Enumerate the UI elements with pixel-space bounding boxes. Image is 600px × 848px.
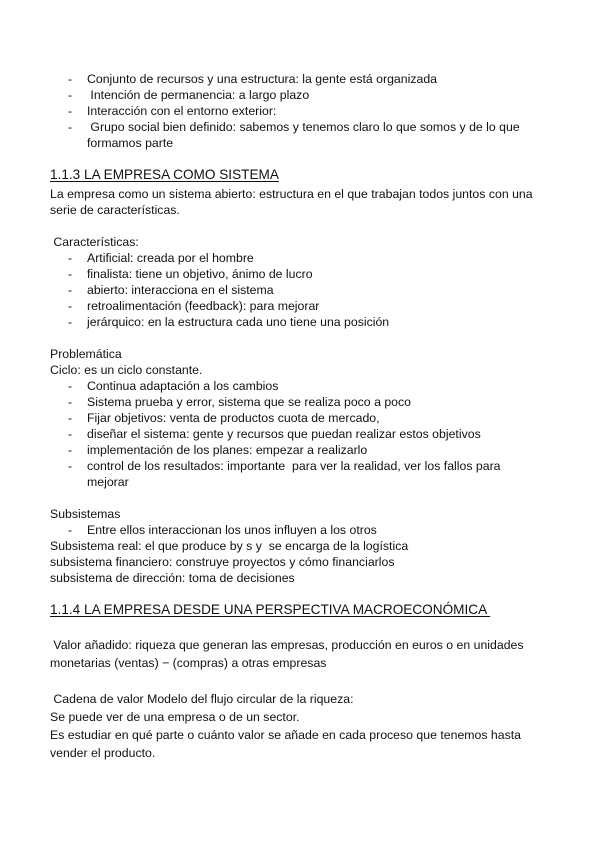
list-item-continuation: mejorar: [87, 475, 129, 489]
list-item: retroalimentación (feedback): para mejorar: [87, 299, 320, 313]
list-bullet: -: [68, 283, 73, 297]
list-bullet: -: [68, 104, 73, 118]
paragraph-line: Es estudiar en qué parte o cuánto valor se añade en cada proceso que tenemos hasta: [50, 728, 522, 742]
list-bullet: -: [68, 267, 73, 281]
list-item: Grupo social bien definido: sabemos y tenemos claro lo que somos y de lo que: [87, 120, 520, 134]
list-bullet: -: [68, 72, 73, 86]
characteristics-title: Características:: [50, 235, 139, 249]
list-item: Sistema prueba y error, sistema que se realiza poco a poco: [87, 395, 411, 409]
list-bullet: -: [68, 427, 73, 441]
section-heading-113: 1.1.3 LA EMPRESA COMO SISTEMA: [50, 167, 279, 182]
paragraph-line: serie de características.: [50, 203, 180, 217]
list-item: Interacción con el entorno exterior:: [87, 104, 277, 118]
list-item: Entre ellos interaccionan los unos influyen a los otros: [87, 523, 377, 537]
section-heading-114: 1.1.4 LA EMPRESA DESDE UNA PERSPECTIVA MACROECONÓMICA: [50, 602, 491, 617]
list-bullet: -: [68, 299, 73, 313]
list-bullet: -: [68, 459, 73, 473]
list-item: control de los resultados: importante para ver la realidad, ver los fallos para: [87, 459, 501, 473]
list-bullet: -: [68, 411, 73, 425]
list-bullet: -: [68, 88, 73, 102]
list-item: Conjunto de recursos y una estructura: la gente está organizada: [87, 72, 437, 86]
list-item: Fijar objetivos: venta de productos cuota de mercado,: [87, 411, 380, 425]
list-item: Continua adaptación a los cambios: [87, 379, 279, 393]
list-item: jerárquico: en la estructura cada uno tiene una posición: [87, 315, 390, 329]
list-bullet: -: [68, 379, 73, 393]
paragraph-line: monetarias (ventas) − (compras) a otras empresas: [50, 656, 327, 670]
list-item: Intención de permanencia: a largo plazo: [87, 88, 310, 102]
paragraph-line: Subsistema real: el que produce by s y se encarga de la logística: [50, 539, 409, 553]
paragraph-line: Valor añadido: riqueza que generan las empresas, producción en euros o en unidades: [50, 638, 524, 652]
list-bullet: -: [68, 523, 73, 537]
list-item-continuation: formamos parte: [87, 136, 174, 150]
list-bullet: -: [68, 315, 73, 329]
paragraph-line: La empresa como un sistema abierto: estructura en el que trabajan todos juntos con una: [50, 187, 533, 201]
paragraph-line: vender el producto.: [50, 746, 156, 760]
subsistemas-title: Subsistemas: [50, 507, 121, 521]
list-item: diseñar el sistema: gente y recursos que puedan realizar estos objetivos: [87, 427, 481, 441]
list-item: abierto: interacciona en el sistema: [87, 283, 274, 297]
list-item: Artificial: creada por el hombre: [87, 251, 254, 265]
list-bullet: -: [68, 251, 73, 265]
list-bullet: -: [68, 395, 73, 409]
list-bullet: -: [68, 443, 73, 457]
list-item: implementación de los planes: empezar a realizarlo: [87, 443, 368, 457]
paragraph-line: subsistema de dirección: toma de decisiones: [50, 571, 295, 585]
problematica-title: Problemática: [50, 347, 122, 361]
paragraph-line: Se puede ver de una empresa o de un sector.: [50, 710, 300, 724]
problematica-intro: Ciclo: es un ciclo constante.: [50, 363, 203, 377]
paragraph-line: subsistema financiero: construye proyectos y cómo financiarlos: [50, 555, 395, 569]
paragraph-line: Cadena de valor Modelo del flujo circular de la riqueza:: [50, 692, 354, 706]
list-item: finalista: tiene un objetivo, ánimo de lucro: [87, 267, 313, 281]
list-bullet: -: [68, 120, 73, 134]
